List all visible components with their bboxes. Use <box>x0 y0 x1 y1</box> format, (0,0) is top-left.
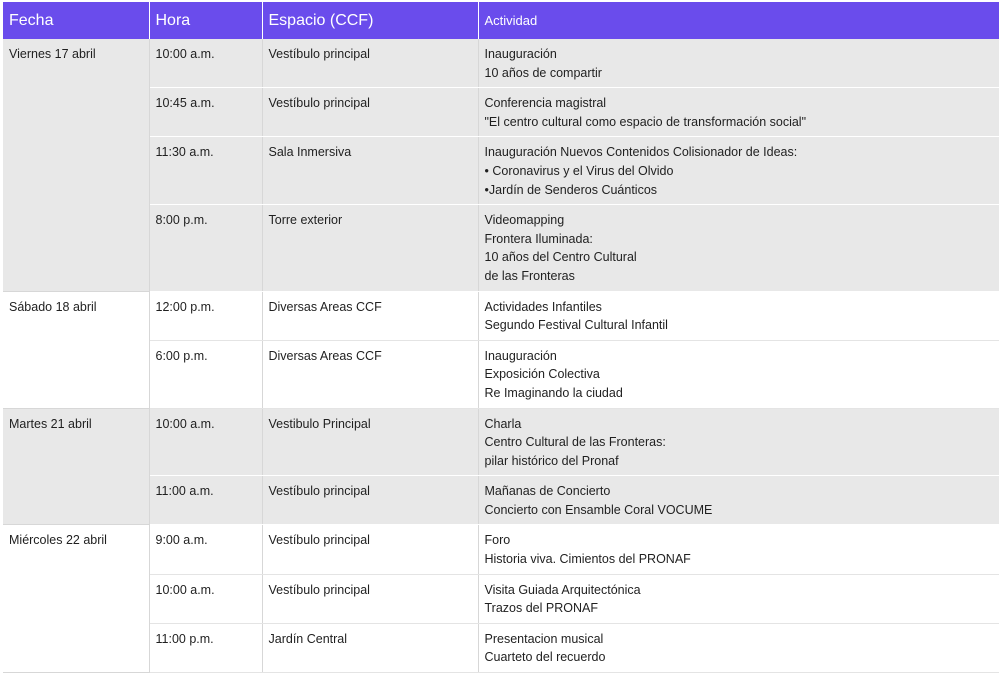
cell-actividad <box>478 408 999 476</box>
schedule-table <box>3 2 999 673</box>
table-row <box>3 291 999 340</box>
cell-actividad <box>478 291 999 340</box>
cell-espacio: Torre exterior <box>262 205 478 291</box>
cell-hora: 11:00 p.m. <box>149 623 262 672</box>
cell-actividad <box>478 205 999 291</box>
actividad-line: pilar histórico del Pronaf <box>484 453 619 468</box>
table-row <box>3 408 999 476</box>
actividad-line: Foro <box>484 533 511 548</box>
cell-espacio: Sala Inmersiva <box>262 137 478 205</box>
actividad-line: Exposición Colectiva <box>484 367 600 382</box>
actividad-line: Videomapping <box>484 213 565 228</box>
actividad-line: Visita Guiada Arquitectónica <box>484 582 641 597</box>
actividad-line: Trazos del PRONAF <box>484 601 598 616</box>
table-row <box>3 340 999 408</box>
cell-espacio: Diversas Areas CCF <box>262 291 478 340</box>
table-row <box>3 525 999 574</box>
table-row <box>3 39 999 88</box>
actividad-line: Segundo Festival Cultural Infantil <box>484 318 668 333</box>
cell-espacio: Vestíbulo principal <box>262 39 478 88</box>
actividad-line: Inauguración <box>484 47 557 61</box>
actividad-line: 10 años de compartir <box>484 65 602 80</box>
actividad-line: Inauguración <box>484 348 557 363</box>
table-header <box>3 2 999 39</box>
cell-espacio: Vestíbulo principal <box>262 88 478 137</box>
cell-hora: 9:00 a.m. <box>149 525 262 574</box>
table-row <box>3 574 999 623</box>
header-hora: Hora <box>149 2 262 39</box>
header-espacio: Espacio (CCF) <box>262 2 478 39</box>
header-fecha: Fecha <box>3 2 149 39</box>
cell-actividad <box>478 525 999 574</box>
day-group <box>3 39 999 291</box>
cell-fecha: Miércoles 22 abril <box>3 525 149 673</box>
actividad-line: Presentacion musical <box>484 631 604 646</box>
actividad-line: Inauguración Nuevos Contenidos Colisionador de Ideas: <box>484 145 798 160</box>
cell-actividad <box>478 88 999 137</box>
cell-hora: 11:30 a.m. <box>149 137 262 205</box>
cell-espacio: Jardín Central <box>262 623 478 672</box>
table-row <box>3 137 999 205</box>
actividad-line: •Jardín de Senderos Cuánticos <box>484 182 658 197</box>
actividad-line: • Coronavirus y el Virus del Olvido <box>484 163 674 178</box>
actividad-line: Cuarteto del recuerdo <box>484 650 606 665</box>
actividad-line: Centro Cultural de las Fronteras: <box>484 435 666 450</box>
cell-hora: 10:00 a.m. <box>149 39 262 88</box>
header-actividad: Actividad <box>478 2 999 39</box>
day-group <box>3 525 999 673</box>
cell-hora: 10:00 a.m. <box>149 574 262 623</box>
cell-actividad <box>478 137 999 205</box>
table-row <box>3 88 999 137</box>
day-group <box>3 408 999 525</box>
cell-hora: 6:00 p.m. <box>149 340 262 408</box>
cell-actividad <box>478 39 999 88</box>
table-row <box>3 476 999 525</box>
cell-actividad <box>478 476 999 525</box>
day-group <box>3 291 999 408</box>
table-row <box>3 205 999 291</box>
actividad-line: Re Imaginando la ciudad <box>484 385 623 400</box>
cell-actividad <box>478 340 999 408</box>
cell-hora: 12:00 p.m. <box>149 291 262 340</box>
actividad-line: "El centro cultural como espacio de transformación social" <box>484 114 807 129</box>
cell-espacio: Vestibulo Principal <box>262 408 478 476</box>
actividad-line: Charla <box>484 416 522 431</box>
actividad-line: Concierto con Ensamble Coral VOCUME <box>484 502 713 517</box>
actividad-line: de las Fronteras <box>484 268 575 283</box>
actividad-line: Mañanas de Concierto <box>484 484 611 499</box>
cell-hora: 10:45 a.m. <box>149 88 262 137</box>
cell-actividad <box>478 623 999 672</box>
cell-fecha: Martes 21 abril <box>3 408 149 525</box>
cell-hora: 11:00 a.m. <box>149 476 262 525</box>
actividad-line: Historia viva. Cimientos del PRONAF <box>484 552 691 567</box>
actividad-line: Actividades Infantiles <box>484 299 602 314</box>
actividad-line: Conferencia magistral <box>484 96 607 111</box>
cell-actividad <box>478 574 999 623</box>
cell-fecha: Sábado 18 abril <box>3 291 149 408</box>
cell-espacio: Diversas Areas CCF <box>262 340 478 408</box>
cell-hora: 8:00 p.m. <box>149 205 262 291</box>
actividad-line: Frontera Iluminada: <box>484 231 593 246</box>
cell-fecha: Viernes 17 abril <box>3 39 149 291</box>
cell-hora: 10:00 a.m. <box>149 408 262 476</box>
cell-espacio: Vestíbulo principal <box>262 574 478 623</box>
cell-espacio: Vestíbulo principal <box>262 476 478 525</box>
cell-espacio: Vestíbulo principal <box>262 525 478 574</box>
table-row <box>3 623 999 672</box>
actividad-line: 10 años del Centro Cultural <box>484 250 637 265</box>
